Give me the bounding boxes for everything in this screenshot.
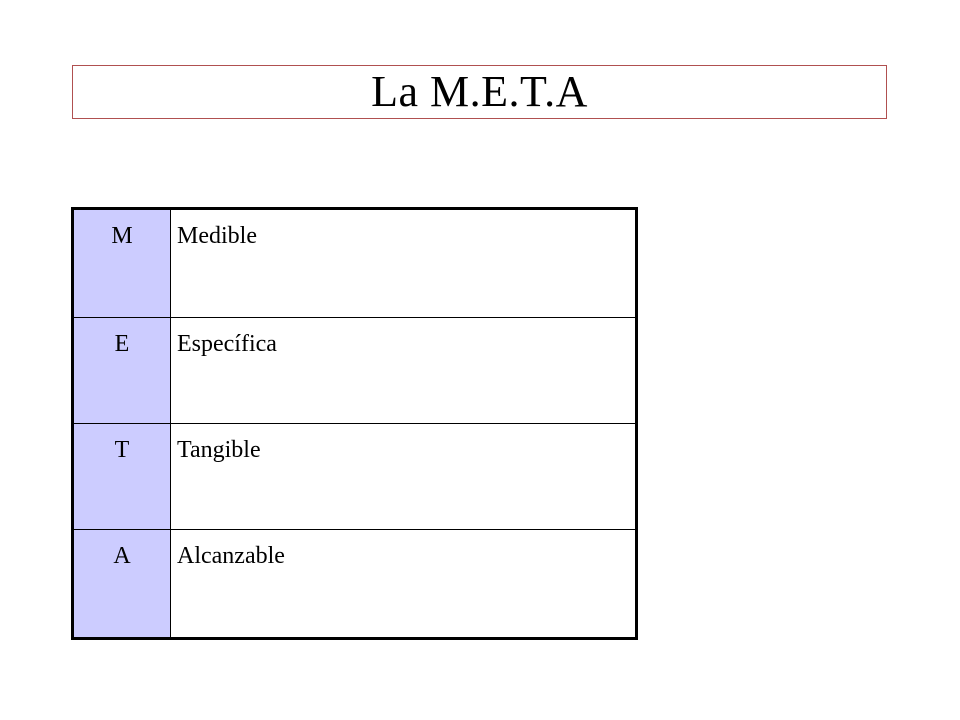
word-cell-especifica: Específica	[171, 317, 637, 423]
letter-cell-t: T	[73, 423, 171, 529]
word-cell-medible: Medible	[171, 209, 637, 318]
slide-title: La M.E.T.A	[371, 67, 588, 116]
word-cell-tangible: Tangible	[171, 423, 637, 529]
table-row	[73, 423, 637, 529]
letter-cell-e: E	[73, 317, 171, 423]
letter-cell-a: A	[73, 530, 171, 639]
table-row	[73, 317, 637, 423]
title-box	[72, 65, 887, 119]
table-row	[73, 530, 637, 639]
word-cell-alcanzable: Alcanzable	[177, 543, 285, 570]
meta-table	[71, 207, 638, 640]
letter-cell-m: M	[73, 209, 171, 318]
table-row	[73, 209, 637, 318]
